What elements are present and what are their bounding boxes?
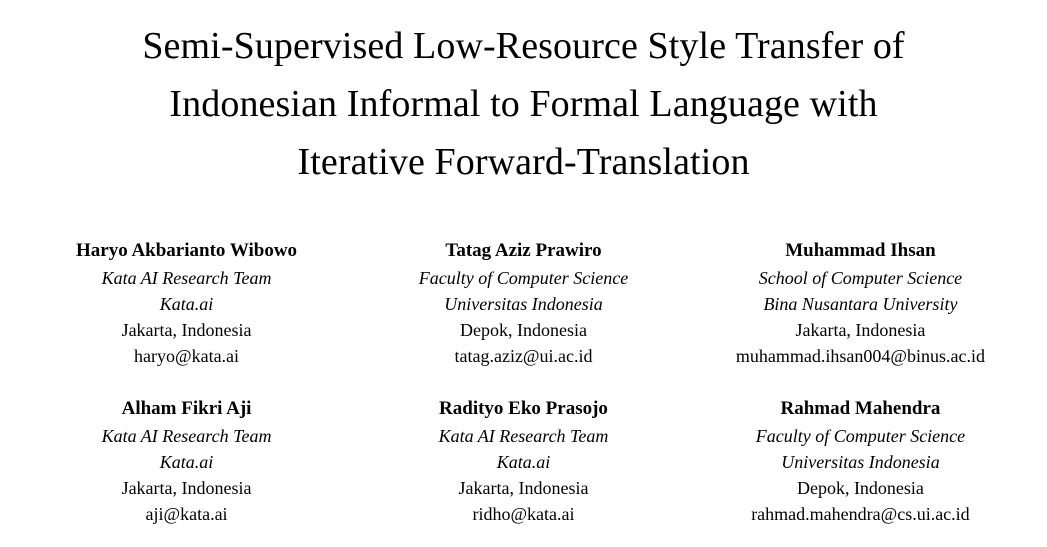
author-organization: Kata.ai: [496, 451, 551, 472]
author-location: Jakarta, Indonesia: [458, 477, 589, 498]
author-email[interactable]: muhammad.ihsan004@binus.ac.id: [735, 346, 985, 367]
author-name: Tatag Aziz Prawiro: [445, 240, 602, 262]
author-location: Jakarta, Indonesia: [121, 319, 252, 340]
author-name: Radityo Eko Prasojo: [439, 398, 608, 420]
author-affiliation: Kata AI Research Team: [101, 425, 272, 446]
page-title: [18, 18, 1029, 191]
author-email[interactable]: rahmad.mahendra@cs.ui.ac.id: [751, 504, 970, 524]
author-affiliation: Kata AI Research Team: [438, 425, 609, 446]
author-location: Depok, Indonesia: [460, 319, 587, 340]
author-organization: Bina Nusantara University: [763, 293, 958, 314]
author-entry: [692, 395, 1029, 527]
author-name: Haryo Akbarianto Wibowo: [76, 240, 298, 262]
author-email[interactable]: aji@kata.ai: [145, 504, 228, 524]
author-entry: [355, 237, 692, 369]
title-line-3: Iterative Forward-Translation: [297, 140, 750, 183]
author-email[interactable]: tatag.aziz@ui.ac.id: [454, 346, 593, 367]
author-affiliation: School of Computer Science: [758, 267, 963, 288]
author-organization: Universitas Indonesia: [444, 293, 603, 314]
author-email[interactable]: haryo@kata.ai: [134, 346, 240, 367]
author-affiliation: Faculty of Computer Science: [418, 267, 629, 288]
author-location: Jakarta, Indonesia: [795, 319, 926, 340]
author-location: Depok, Indonesia: [796, 477, 924, 498]
title-line-2: Indonesian Informal to Formal Language with: [169, 82, 878, 125]
author-entry: [692, 237, 1029, 369]
author-entry: [18, 395, 355, 527]
author-name: Rahmad Mahendra: [780, 398, 941, 420]
author-organization: Kata.ai: [159, 451, 214, 472]
author-organization: Universitas Indonesia: [781, 451, 940, 472]
author-row: [18, 395, 1029, 527]
author-affiliation: Kata AI Research Team: [101, 267, 272, 288]
author-block: [18, 237, 1029, 527]
title-line-1: Semi-Supervised Low-Resource Style Transfer of: [142, 25, 905, 67]
author-entry: [18, 237, 355, 369]
author-organization: Kata.ai: [159, 293, 214, 314]
author-affiliation: Faculty of Computer Science: [755, 425, 966, 446]
author-email[interactable]: ridho@kata.ai: [472, 504, 575, 524]
author-entry: [355, 395, 692, 527]
author-name: Muhammad Ihsan: [785, 240, 936, 262]
author-location: Jakarta, Indonesia: [121, 477, 252, 498]
author-row: [18, 237, 1029, 369]
author-name: Alham Fikri Aji: [121, 398, 252, 420]
